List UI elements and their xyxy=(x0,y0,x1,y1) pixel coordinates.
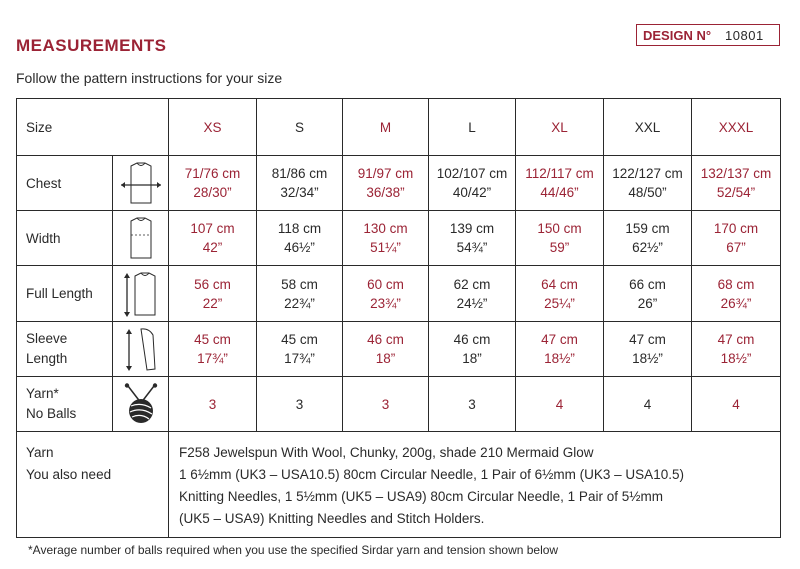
balls-xs: 3 xyxy=(169,377,257,432)
length-l: 62 cm 24½” xyxy=(429,266,516,322)
sleeve-xxxl: 47 cm 18½” xyxy=(692,322,781,377)
design-label: DESIGN N° xyxy=(643,27,712,43)
yarn-info-text: F258 Jewelspun With Wool, Chunky, 200g, shade 210 Mermaid Glow 1 6½mm (UK3 – USA10.5) 80cm Circular Needle, 1 Pair of 6½mm (UK3 – USA10.5) Knitting Needles, 1 5½mm (UK5 – USA9) 80cm Circular Needle, 1 Pair of 5½mm (UK5 – USA9) Knitting Needles and Stitch Holders. xyxy=(169,432,781,538)
balls-xxl: 4 xyxy=(604,377,692,432)
size-xl: XL xyxy=(516,99,604,156)
size-s: S xyxy=(257,99,343,156)
width-m: 130 cm 51¼” xyxy=(343,211,429,266)
row-label: Full Length xyxy=(17,266,113,322)
chest-xs: 71/76 cm 28/30” xyxy=(169,156,257,211)
balls-xxxl: 4 xyxy=(692,377,781,432)
sleeve-xs: 45 cm 17¾” xyxy=(169,322,257,377)
row-label: Width xyxy=(17,211,113,266)
size-l: L xyxy=(429,99,516,156)
footnote: *Average number of balls required when you use the specified Sirdar yarn and tension shown below xyxy=(28,543,559,557)
width-xxxl: 170 cm 67” xyxy=(692,211,781,266)
size-row xyxy=(17,99,781,156)
sleeve-length-row xyxy=(17,322,781,377)
size-xxl: XXL xyxy=(604,99,692,156)
subtitle: Follow the pattern instructions for your size xyxy=(16,70,283,86)
width-measure-icon xyxy=(119,215,163,261)
row-label: Yarn* No Balls xyxy=(17,377,113,432)
chest-m: 91/97 cm 36/38” xyxy=(343,156,429,211)
chest-row xyxy=(17,156,781,211)
yarn-info-row xyxy=(17,432,781,538)
length-xs: 56 cm 22” xyxy=(169,266,257,322)
length-measure-icon xyxy=(119,270,163,318)
width-xxl: 159 cm 62½” xyxy=(604,211,692,266)
length-m: 60 cm 23¾” xyxy=(343,266,429,322)
row-label: Chest xyxy=(17,156,113,211)
width-s: 118 cm 46½” xyxy=(257,211,343,266)
size-xs: XS xyxy=(169,99,257,156)
chest-xxl: 122/127 cm 48/50” xyxy=(604,156,692,211)
balls-s: 3 xyxy=(257,377,343,432)
row-label: Sleeve Length xyxy=(17,322,113,377)
sleeve-m: 46 cm 18” xyxy=(343,322,429,377)
length-xxl: 66 cm 26” xyxy=(604,266,692,322)
length-xl: 64 cm 25¼” xyxy=(516,266,604,322)
design-number: 10801 xyxy=(725,27,764,43)
chest-l: 102/107 cm 40/42” xyxy=(429,156,516,211)
length-xxxl: 68 cm 26¾” xyxy=(692,266,781,322)
chest-xl: 112/117 cm 44/46” xyxy=(516,156,604,211)
chest-xxxl: 132/137 cm 52/54” xyxy=(692,156,781,211)
yarn-balls-row xyxy=(17,377,781,432)
length-s: 58 cm 22¾” xyxy=(257,266,343,322)
chest-measure-icon xyxy=(119,160,163,206)
page-title: MEASUREMENTS xyxy=(16,36,167,55)
sleeve-xl: 47 cm 18½” xyxy=(516,322,604,377)
size-label: Size xyxy=(17,99,169,156)
balls-l: 3 xyxy=(429,377,516,432)
full-length-row xyxy=(17,266,781,322)
balls-xl: 4 xyxy=(516,377,604,432)
sleeve-s: 45 cm 17¾” xyxy=(257,322,343,377)
measurements-table xyxy=(16,98,781,538)
sleeve-xxl: 47 cm 18½” xyxy=(604,322,692,377)
yarn-ball-icon xyxy=(118,382,164,426)
sleeve-measure-icon xyxy=(119,325,163,373)
width-xl: 150 cm 59” xyxy=(516,211,604,266)
sleeve-l: 46 cm 18” xyxy=(429,322,516,377)
chest-s: 81/86 cm 32/34” xyxy=(257,156,343,211)
width-l: 139 cm 54¾” xyxy=(429,211,516,266)
balls-m: 3 xyxy=(343,377,429,432)
yarn-info-label: Yarn You also need xyxy=(17,432,169,538)
size-m: M xyxy=(343,99,429,156)
size-xxxl: XXXL xyxy=(692,99,781,156)
width-xs: 107 cm 42” xyxy=(169,211,257,266)
width-row xyxy=(17,211,781,266)
design-number-box xyxy=(636,24,780,46)
